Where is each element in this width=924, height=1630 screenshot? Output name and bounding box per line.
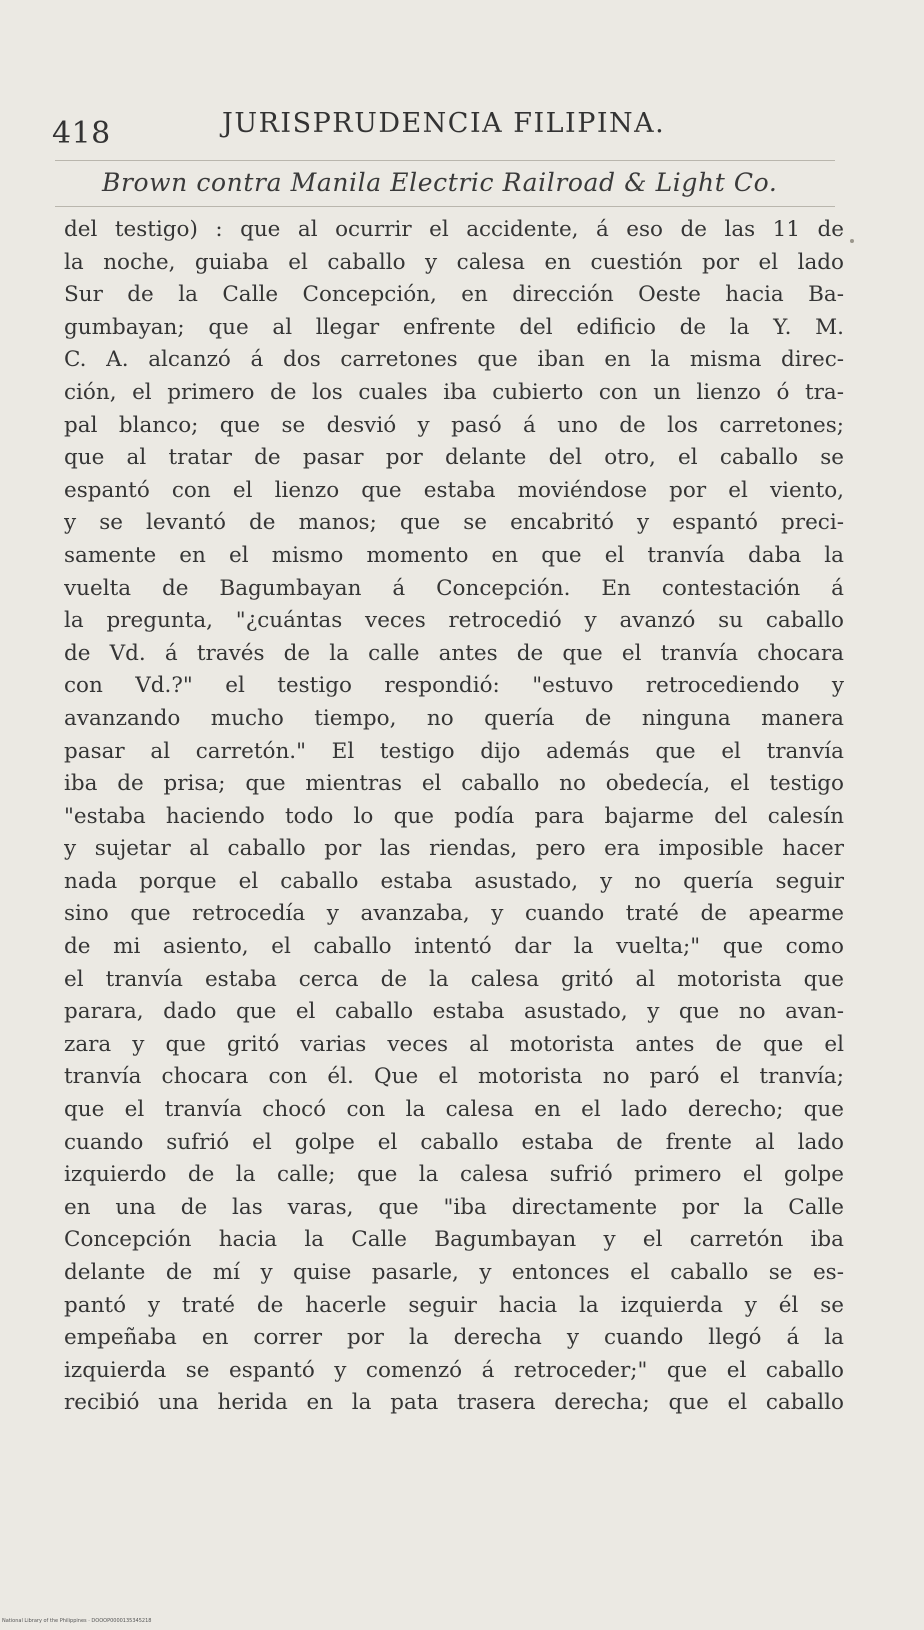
text-line: la noche, guiaba el caballo y calesa en cuestión por el lado	[64, 249, 844, 275]
footer-credit: National Library of the Philippines · DOOOP0000135345218	[2, 1618, 152, 1624]
text-line: del testigo) : que al ocurrir el accidente, á eso de las 11 de	[64, 217, 844, 242]
running-title: JURISPRUDENCIA FILIPINA.	[222, 108, 666, 139]
text-line: espantó con el lienzo que estaba moviéndose por el viento,	[64, 477, 844, 503]
scan-speck	[850, 239, 854, 243]
page-header	[52, 108, 842, 152]
text-line: samente en el mismo momento en que el tranvía daba la	[64, 542, 844, 568]
text-line: zara y que gritó varias veces al motorista antes de que el	[64, 1031, 844, 1057]
text-line: Sur de la Calle Concepción, en dirección Oeste hacia Ba-	[64, 282, 844, 308]
text-line: que al tratar de pasar por delante del otro, el caballo se	[64, 445, 844, 471]
text-line: la pregunta, "¿cuántas veces retrocedió y avanzó su caballo	[64, 608, 844, 634]
caption-rule	[55, 206, 835, 207]
case-caption: Brown contra Manila Electric Railroad & Light Co.	[102, 168, 778, 197]
text-line: iba de prisa; que mientras el caballo no obedecía, el testigo	[64, 771, 844, 797]
text-line: "estaba haciendo todo lo que podía para bajarme del calesín	[64, 803, 844, 829]
text-line: recibió una herida en la pata trasera derecha; que el caballo	[64, 1390, 844, 1416]
text-line: nada porque el caballo estaba asustado, y no quería seguir	[64, 868, 844, 894]
text-line: ción, el primero de los cuales iba cubierto con un lienzo ó tra-	[64, 379, 844, 405]
text-line: vuelta de Bagumbayan á Concepción. En contestación á	[64, 575, 844, 601]
text-line: el tranvía estaba cerca de la calesa gritó al motorista que	[64, 966, 844, 992]
text-line: de mi asiento, el caballo intentó dar la vuelta;" que como	[64, 934, 844, 960]
text-line: gumbayan; que al llegar enfrente del edificio de la Y. M.	[64, 314, 844, 340]
text-line: C. A. alcanzó á dos carretones que iban en la misma direc-	[64, 347, 844, 373]
text-line: avanzando mucho tiempo, no quería de ninguna manera	[64, 705, 844, 731]
text-line: y se levantó de manos; que se encabritó y espantó preci-	[64, 510, 844, 536]
text-line: cuando sufrió el golpe el caballo estaba de frente al lado	[64, 1129, 844, 1155]
page-number: 418	[52, 116, 111, 151]
header-rule	[55, 160, 835, 161]
text-line: y sujetar al caballo por las riendas, pero era imposible hacer	[64, 836, 844, 862]
text-line: Concepción hacia la Calle Bagumbayan y el carretón iba	[64, 1227, 844, 1253]
text-line: que el tranvía chocó con la calesa en el lado derecho; que	[64, 1097, 844, 1123]
text-line: sino que retrocedía y avanzaba, y cuando traté de apearme	[64, 901, 844, 927]
text-line: izquierda se espantó y comenzó á retroceder;" que el caballo	[64, 1357, 844, 1383]
text-line: izquierdo de la calle; que la calesa sufrió primero el golpe	[64, 1162, 844, 1188]
text-line: en una de las varas, que "iba directamente por la Calle	[64, 1194, 844, 1220]
body-text	[64, 214, 844, 1420]
text-line: tranvía chocara con él. Que el motorista no paró el tranvía;	[64, 1064, 844, 1090]
text-line: pal blanco; que se desvió y pasó á uno de los carretones;	[64, 412, 844, 438]
text-line: parara, dado que el caballo estaba asustado, y que no avan-	[64, 999, 844, 1025]
text-line: pasar al carretón." El testigo dijo además que el tranvía	[64, 738, 844, 764]
text-line: pantó y traté de hacerle seguir hacia la izquierda y él se	[64, 1292, 844, 1318]
text-line: de Vd. á través de la calle antes de que el tranvía chocara	[64, 640, 844, 666]
text-line: delante de mí y quise pasarle, y entonces el caballo se es-	[64, 1260, 844, 1285]
text-line: con Vd.?" el testigo respondió: "estuvo retrocediendo y	[64, 673, 844, 699]
text-line: empeñaba en correr por la derecha y cuando llegó á la	[64, 1325, 844, 1351]
